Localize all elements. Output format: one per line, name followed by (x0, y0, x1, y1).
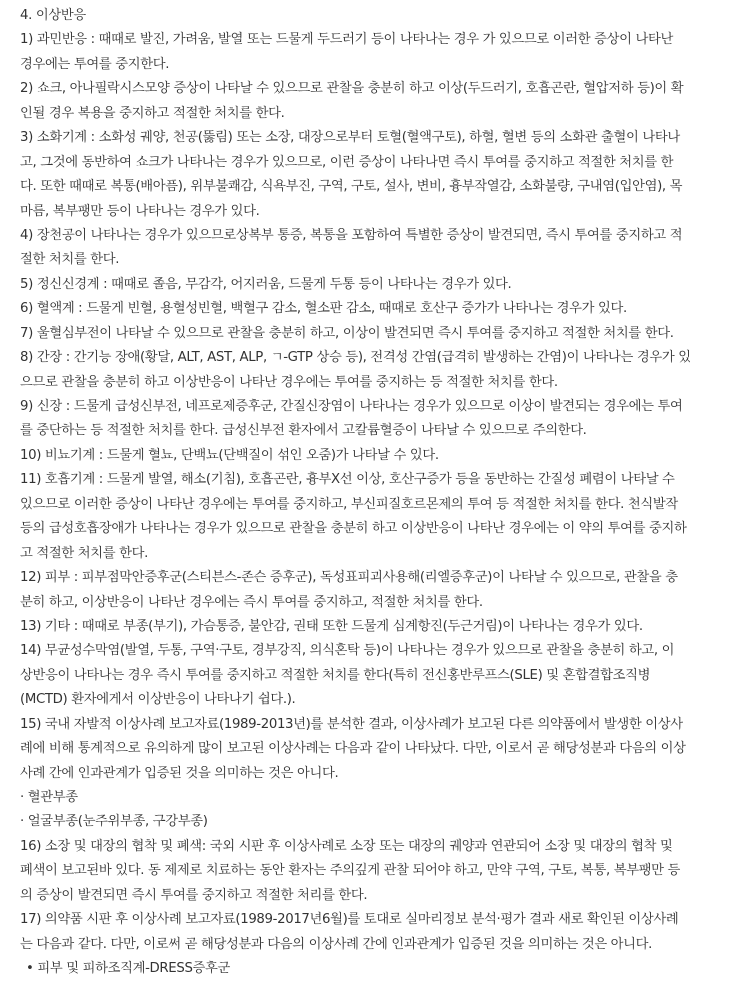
text-line: 등의 급성호흡장애가 나타나는 경우가 있으므로 관찰을 충분히 하고 이상반응이 나타난 경우에는 이 약의 투여를 중지하 (20, 521, 687, 537)
text-line: 4) 장천공이 나타나는 경우가 있으므로상복부 통증, 복통을 포함하여 특별한 증상이 발견되면, 즉시 투여를 중지하고 적 (20, 227, 683, 243)
section-heading: 4. 이상반응 (20, 8, 86, 23)
text-line: 의 증상이 발견되면 즉시 투여를 중지하고 적절한 처리를 한다. (20, 887, 368, 903)
text-line: 례에 비해 통계적으로 유의하게 많이 보고된 이상사례는 다음과 같이 나타났다. 다만, 이로서 곧 해당성분과 다음의 이상 (20, 741, 686, 757)
text-line: 13) 기타 : 때때로 부종(부기), 가슴통증, 불안감, 권태 또한 드물게 심계항진(두근거림)이 나타나는 경우가 있다. (20, 618, 643, 634)
text-line: • 피부 및 피하조직계-DRESS증후군 (26, 961, 231, 977)
text-line: 12) 피부 : 피부점막안증후군(스티븐스-존슨 증후군), 독성표피괴사용해(리엘증후군)이 나타날 수 있으므로, 관찰을 충 (20, 570, 678, 586)
text-line: · 얼굴부종(눈주위부종, 구강부종) (20, 814, 208, 830)
text-line: 16) 소장 및 대장의 협착 및 폐색: 국외 시판 후 이상사례로 소장 또는 대장의 궤양과 연관되어 소장 및 대장의 협착 및 (20, 838, 673, 854)
text-line: 9) 신장 : 드물게 급성신부전, 네프로제증후군, 간질신장염이 나타나는 경우가 있으므로 이상이 발견되는 경우에는 투여 (20, 399, 683, 414)
text-line: · 혈관부종 (20, 790, 78, 805)
text-line: 2) 쇼크, 아나필락시스모양 증상이 나타날 수 있으므로 관찰을 충분히 하고 이상(두드러기, 호흡곤란, 혈압저하 등)이 확 (20, 81, 684, 97)
text-line: 1) 과민반응 : 때때로 발진, 가려움, 발열 또는 드물게 두드러기 등이 나타나는 경우 가 있으므로 이러한 증상이 나타난 (20, 32, 673, 48)
text-line: 폐색이 보고된바 있다. 동 제제로 치료하는 동안 환자는 주의깊게 관찰 되어야 하고, 만약 구역, 구토, 복통, 복부팽만 등 (20, 863, 681, 879)
text-line: 5) 정신신경계 : 때때로 졸음, 무감각, 어지러움, 드물게 두통 등이 나타나는 경우가 있다. (20, 276, 512, 292)
text-line: 는 다음과 같다. 다만, 이로써 곧 해당성분과 다음의 이상사례 간에 인과관계가 입증된 것을 의미하는 것은 아니다. (20, 936, 653, 952)
text-line: 분히 하고, 이상반응이 나타난 경우에는 즉시 투여를 중지하고, 적절한 처치를 한다. (20, 594, 483, 610)
text-line: 절한 처치를 한다. (20, 252, 120, 268)
text-line: 8) 간장 : 간기능 장애(황달, ALT, AST, ALP, ㄱ-GTP 상승 등), 전격성 간염(급격히 발생하는 간염)이 나타나는 경우가 있 (20, 350, 691, 366)
text-line: 3) 소화기계 : 소화성 궤양, 천공(뚫림) 또는 소장, 대장으로부터 토혈(혈액구토), 하혈, 혈변 등의 소화관 출혈이 나타나 (20, 130, 680, 146)
text-line: 고, 그것에 동반하여 쇼크가 나타나는 경우가 있으므로, 이런 증상이 나타나면 즉시 투여를 중지하고 적절한 처치를 한 (20, 154, 674, 170)
text-line: 사례 간에 인과관계가 입증된 것을 의미하는 것은 아니다. (20, 765, 339, 781)
text-line: 11) 호흡기계 : 드물게 발열, 해소(기침), 호흡곤란, 흉부X선 이상, 호산구증가 등을 동반하는 간질성 폐렴이 나타날 수 (20, 472, 675, 488)
text-line: 10) 비뇨기계 : 드물게 혈뇨, 단백뇨(단백질이 섞인 오줌)가 나타날 수 있다. (20, 447, 439, 463)
text-line: 마름, 복부팽만 등이 나타나는 경우가 있다. (20, 203, 260, 219)
text-line: 7) 울혈심부전이 나타날 수 있으므로 관찰을 충분히 하고, 이상이 발견되면 즉시 투여를 중지하고 적절한 처치를 한다. (20, 325, 674, 341)
text-line: 상반응이 나타나는 경우 즉시 투여를 중지하고 적절한 처치를 한다(특히 전신홍반루프스(SLE) 및 혼합결합조직병 (20, 667, 651, 683)
text-line: 6) 혈액계 : 드물게 빈혈, 용혈성빈혈, 백혈구 감소, 혈소판 감소, 때때로 호산구 증가가 나타나는 경우가 있다. (20, 301, 627, 317)
text-line: (MCTD) 환자에게서 이상반응이 나타나기 쉽다.). (20, 692, 296, 708)
text-line: 으므로 관찰을 충분히 하고 이상반응이 나타난 경우에는 투여를 중지하는 등 적절한 처치를 한다. (20, 374, 558, 390)
text-line: 17) 의약품 시판 후 이상사례 보고자료(1989-2017년6월)를 토대로 실마리정보 분석·평가 결과 새로 확인된 이상사례 (20, 912, 679, 928)
text-line: 14) 무균성수막염(발열, 두통, 구역·구토, 경부강직, 의식혼탁 등)이 나타나는 경우가 있으므로 관찰을 충분히 하고, 이 (20, 643, 675, 659)
text-line: 경우에는 투여를 중지한다. (20, 56, 170, 72)
text-line: 다. 또한 때때로 복통(배아픔), 위부불쾌감, 식욕부진, 구역, 구토, 설사, 변비, 흉부작열감, 소화불량, 구내염(입안염), 목 (20, 179, 683, 195)
text-line: 인될 경우 복용을 중지하고 적절한 처치를 한다. (20, 105, 285, 121)
text-line: 고 적절한 처치를 한다. (20, 545, 148, 561)
text-line: 15) 국내 자발적 이상사례 보고자료(1989-2013년)를 분석한 결과, 이상사례가 보고된 다른 의약품에서 발생한 이상사 (20, 716, 683, 732)
text-line: 있으므로 이러한 증상이 나타난 경우에는 투여를 중지하고, 부신피질호르몬제의 투여 등 적절한 처치를 한다. 천식발작 (20, 496, 678, 512)
text-line: 를 중단하는 등 적절한 처치를 한다. 급성신부전 환자에서 고칼륨혈증이 나타날 수 있으므로 주의한다. (20, 423, 587, 439)
